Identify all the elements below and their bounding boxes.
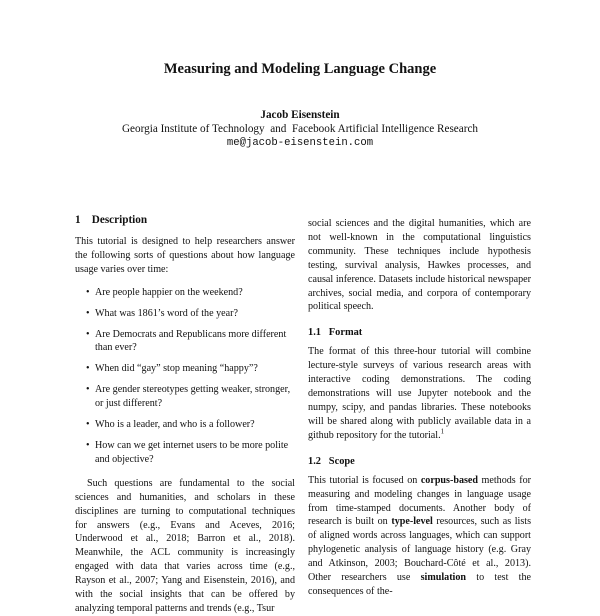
section-heading-description bbox=[75, 213, 295, 227]
author-name: Jacob Eisenstein bbox=[260, 109, 340, 121]
paper-title: Measuring and Modeling Language Change bbox=[163, 61, 437, 77]
left-column bbox=[75, 213, 295, 616]
section-title: Description bbox=[91, 214, 148, 226]
term-corpus-based: corpus-based bbox=[420, 474, 479, 486]
bullet-icon: • bbox=[86, 384, 90, 396]
subsection-number: 1.1 bbox=[308, 327, 321, 339]
scope-paragraph bbox=[308, 474, 531, 599]
subsection-title: Format bbox=[328, 327, 363, 339]
bullet-icon: • bbox=[86, 307, 90, 319]
bullet-icon: • bbox=[86, 286, 90, 298]
subsection-heading-format bbox=[308, 326, 531, 340]
bullet-icon: • bbox=[86, 363, 90, 375]
bullet-icon: • bbox=[86, 328, 90, 340]
list-item-text: When did “gay” stop meaning “happy”? bbox=[95, 363, 258, 375]
footnote-mark: 1 bbox=[440, 427, 445, 436]
term-simulation: simulation bbox=[420, 572, 467, 584]
list-item-text: Are Democrats and Republicans more different than ever? bbox=[95, 328, 287, 354]
intro-paragraph: This tutorial is designed to help researchers answer the following sorts of questions about how language usage varies over time: bbox=[75, 236, 295, 275]
right-column bbox=[308, 217, 531, 599]
list-item bbox=[75, 286, 295, 300]
format-text: The format of this three-hour tutorial will combine lecture-style surveys of various research areas with interactive coding demonstrations. The coding demonstrations will use Jupyter notebook and the numpy, scipy, and pandas libraries. These notebooks will be shared along with publicly available data in a github repository for the tutorial. bbox=[308, 346, 531, 441]
subsection-heading-scope bbox=[308, 455, 531, 469]
format-paragraph bbox=[308, 345, 531, 442]
list-item-text: Who is a leader, and who is a follower? bbox=[95, 419, 255, 431]
scope-text-2: methods for measuring and modeling changes in language usage from time-stamped documents. Another body of research is built on bbox=[308, 474, 531, 528]
subsection-number: 1.2 bbox=[308, 455, 321, 467]
list-item bbox=[75, 328, 295, 356]
list-item bbox=[75, 362, 295, 376]
list-item bbox=[75, 439, 295, 467]
bullet-icon: • bbox=[86, 419, 90, 431]
list-item bbox=[75, 307, 295, 321]
list-item-text: What was 1861’s word of the year? bbox=[95, 307, 238, 319]
scope-text-3: resources, such as lists of aligned words across languages, which can support phylogenetic analysis of language history (e.g. Gray and Atkinson, 2003; Bouchard-Côté et al., 2013). Other researchers use bbox=[308, 516, 531, 584]
list-item bbox=[75, 418, 295, 432]
scope-text-4: to test the consequences of the- bbox=[308, 572, 531, 597]
section-number: 1 bbox=[75, 214, 81, 226]
author-email: me@jacob-eisenstein.com bbox=[226, 137, 374, 149]
subsection-title: Scope bbox=[328, 455, 355, 467]
list-item-text: Are gender stereotypes getting weaker, stronger, or just different? bbox=[95, 384, 291, 410]
continued-paragraph: social sciences and the digital humanities, which are not well-known in the computational linguistics community. These techniques include hypothesis testing, survival analysis, Hawkes processes, and causal inference. Datasets include historical newspaper archives, social media, and corpora of contemporary political speech. bbox=[308, 218, 531, 313]
list-item bbox=[75, 383, 295, 411]
list-item-text: How can we get internet users to be more polite and objective? bbox=[95, 439, 289, 465]
scope-text-1: This tutorial is focused on bbox=[308, 474, 421, 486]
question-list bbox=[75, 286, 295, 467]
motivation-paragraph: Such questions are fundamental to the social sciences and humanities, and scholars in these disciplines are turning to computational techniques for answers (e.g., Evans and Aceves, 2016; Underwood et al., 2018; Barron et al., 2018). Meanwhile, the ACL community is increasingly engaged with data that varies across time (e.g., Rayson et al., 2007; Yang and Eisenstein, 2016), and with the social insights that can be offered by analyzing temporal patterns and trends (e.g., Tsur bbox=[75, 477, 295, 614]
list-item-text: Are people happier on the weekend? bbox=[95, 286, 243, 298]
bullet-icon: • bbox=[86, 439, 90, 451]
term-type-level: type-level bbox=[391, 516, 433, 528]
author-affiliation: Georgia Institute of Technology and Facebook Artificial Intelligence Research bbox=[121, 123, 479, 135]
